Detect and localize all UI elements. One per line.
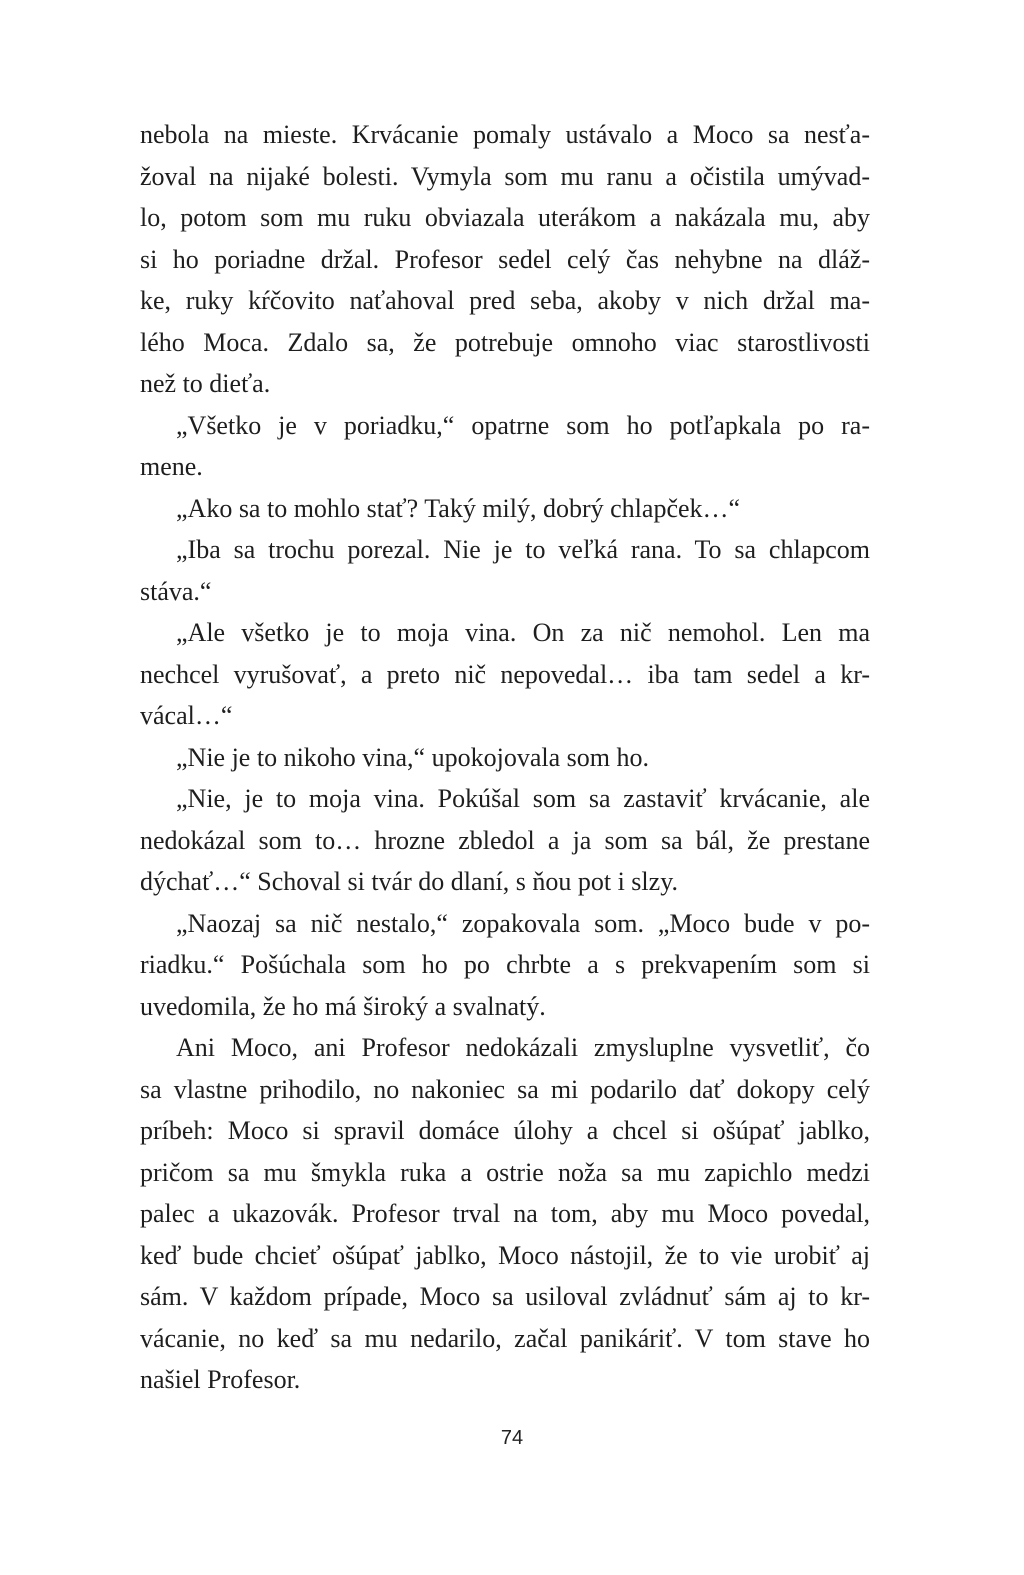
text-line: nedokázal som to… hrozne zbledol a ja som sa bál, že prestane <box>140 825 870 855</box>
text-line: „Naozaj sa nič nestalo,“ zopakovala som. „Moco bude v po- <box>176 908 870 938</box>
text-line: mene. <box>140 452 203 481</box>
page-number: 74 <box>500 1427 524 1449</box>
text-line: ke, ruky kŕčovito naťahoval pred seba, akoby v nich držal ma- <box>140 286 870 315</box>
text-line: „Nie je to nikoho vina,“ upokojovala som ho. <box>176 742 649 772</box>
text-line: sa vlastne prihodilo, no nakoniec sa mi podarilo dať dokopy celý <box>140 1074 870 1104</box>
text-line: žoval na nijaké bolesti. Vymyla som mu ranu a očistila umývad- <box>140 161 870 191</box>
text-line: palec a ukazovák. Profesor trval na tom, aby mu Moco povedal, <box>140 1199 870 1228</box>
text-line: stáva.“ <box>140 576 212 606</box>
text-line: si ho poriadne držal. Profesor sedel celý čas nehybne na dláž- <box>140 244 870 274</box>
text-line: „Ako sa to mohlo stať? Taký milý, dobrý chlapček…“ <box>176 493 741 523</box>
text-line: uvedomila, že ho má široký a svalnatý. <box>140 991 546 1021</box>
text-line: lého Moca. Zdalo sa, že potrebuje omnoho viac starostlivosti <box>140 327 870 357</box>
text-line: našiel Profesor. <box>140 1365 301 1394</box>
text-line: vácanie, no keď sa mu nedarilo, začal panikáriť. V tom stave ho <box>140 1323 870 1353</box>
text-line: vácal…“ <box>140 701 233 730</box>
text-line: riadku.“ Pošúchala som ho po chrbte a s prekvapením som si <box>140 950 870 979</box>
text-line: „Iba sa trochu porezal. Nie je to veľká rana. To sa chlapcom <box>176 535 870 564</box>
text-line: než to dieťa. <box>140 369 271 398</box>
text-line: sám. V každom prípade, Moco sa usiloval zvládnuť sám aj to kr- <box>140 1282 870 1311</box>
text-line: „Všetko je v poriadku,“ opatrne som ho potľapkala po ra- <box>176 410 870 440</box>
text-line: dýchať…“ Schoval si tvár do dlaní, s ňou pot i slzy. <box>140 867 679 896</box>
text-line: „Nie, je to moja vina. Pokúšal som sa zastaviť krvácanie, ale <box>176 784 870 813</box>
text-line: nebola na mieste. Krvácanie pomaly ustávalo a Moco sa nesťa- <box>140 120 870 149</box>
text-line: nechcel vyrušovať, a preto nič nepovedal… iba tam sedel a kr- <box>140 659 870 689</box>
text-line: lo, potom som mu ruku obviazala uterákom a nakázala mu, aby <box>140 203 870 232</box>
text-line: Ani Moco, ani Profesor nedokázali zmysluplne vysvetliť, čo <box>176 1033 870 1062</box>
text-line: „Ale všetko je to moja vina. On za nič nemohol. Len ma <box>176 618 870 647</box>
body-text <box>140 114 870 1401</box>
text-line: príbeh: Moco si spravil domáce úlohy a chcel si ošúpať jablko, <box>140 1116 870 1145</box>
text-line: keď bude chcieť ošúpať jablko, Moco nástojil, že to vie urobiť aj <box>140 1240 870 1270</box>
text-line: pričom sa mu šmykla ruka a ostrie noža sa mu zapichlo medzi <box>140 1157 870 1187</box>
